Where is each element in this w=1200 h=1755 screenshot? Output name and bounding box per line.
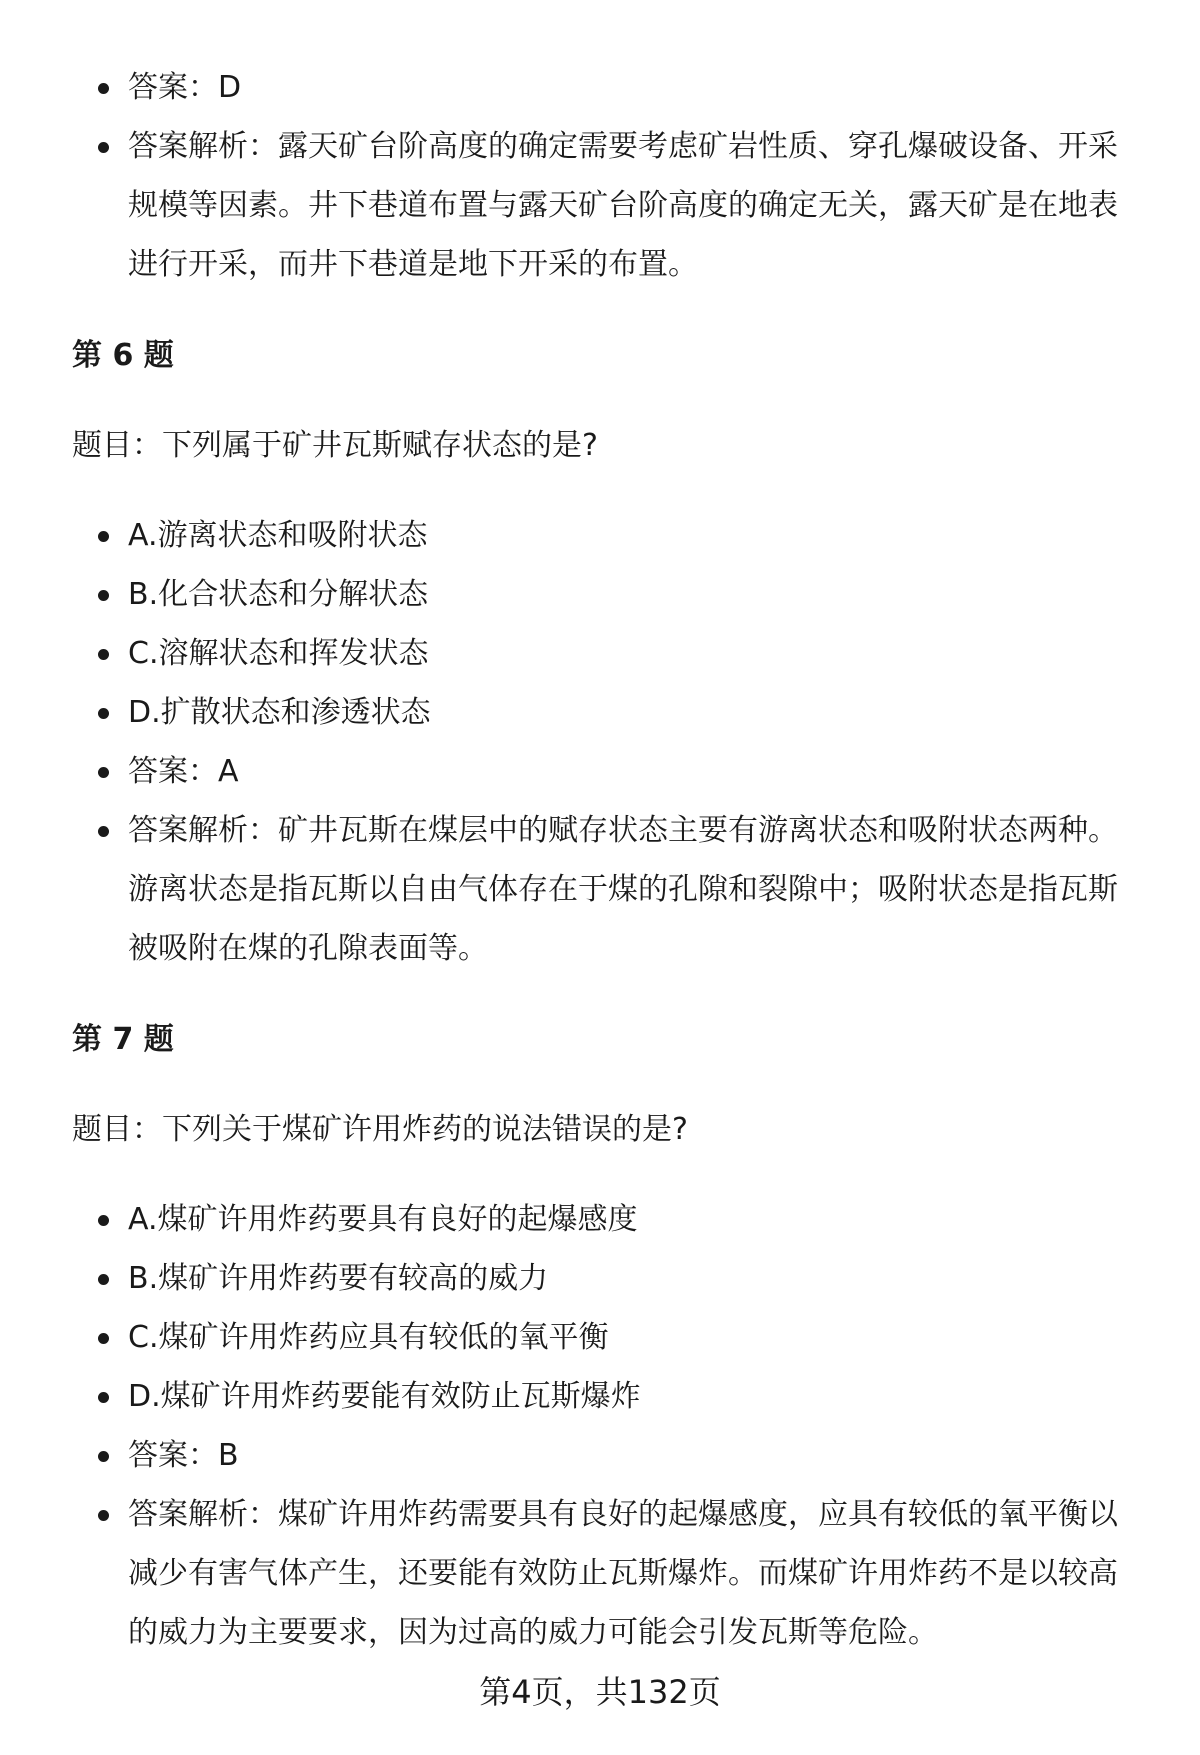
bullet-icon	[98, 708, 109, 719]
bullet-icon	[98, 1451, 109, 1462]
option-item	[0, 1249, 1200, 1308]
option-item	[0, 565, 1200, 624]
option-item	[0, 624, 1200, 683]
answer-text: 答案：D	[128, 70, 242, 105]
answer-item	[0, 1426, 1200, 1485]
option-item	[0, 1308, 1200, 1367]
analysis-text: 答案解析：露天矿台阶高度的确定需要考虑矿岩性质、穿孔爆破设备、开采规模等因素。井下巷道布置与露天矿台阶高度的确定无关，露天矿是在地表进行开采，而井下巷道是地下开采的布置。	[128, 129, 1118, 282]
bullet-icon	[98, 1274, 109, 1285]
option-item	[0, 506, 1200, 565]
bullet-icon	[98, 1333, 109, 1344]
question-7-list	[0, 1190, 1200, 1662]
bullet-icon	[98, 1392, 109, 1403]
option-text: A.游离状态和吸附状态	[128, 518, 428, 553]
question-text: 题目：下列关于煤矿许用炸药的说法错误的是?	[72, 1112, 688, 1147]
bullet-icon	[98, 1215, 109, 1226]
option-text: D.煤矿许用炸药要能有效防止瓦斯爆炸	[128, 1379, 641, 1414]
question-5-tail	[0, 58, 1200, 294]
analysis-item	[0, 801, 1200, 978]
question-6-list	[0, 506, 1200, 978]
bullet-icon	[98, 767, 109, 778]
option-text: B.化合状态和分解状态	[128, 577, 429, 612]
answer-text: 答案：A	[128, 754, 239, 789]
option-text: D.扩散状态和渗透状态	[128, 695, 431, 730]
bullet-icon	[98, 649, 109, 660]
analysis-text: 答案解析：矿井瓦斯在煤层中的赋存状态主要有游离状态和吸附状态两种。游离状态是指瓦斯以自由气体存在于煤的孔隙和裂隙中；吸附状态是指瓦斯被吸附在煤的孔隙表面等。	[128, 813, 1118, 966]
question-heading: 第 6 题	[72, 338, 174, 373]
question-heading: 第 7 题	[72, 1022, 174, 1057]
option-text: B.煤矿许用炸药要有较高的威力	[128, 1261, 549, 1296]
bullet-icon	[98, 142, 109, 153]
answer-item	[0, 58, 1200, 117]
analysis-item	[0, 117, 1200, 294]
answer-item	[0, 742, 1200, 801]
option-text: C.溶解状态和挥发状态	[128, 636, 429, 671]
bullet-icon	[98, 826, 109, 837]
option-item	[0, 683, 1200, 742]
bullet-icon	[98, 83, 109, 94]
bullet-icon	[98, 1510, 109, 1521]
analysis-text: 答案解析：煤矿许用炸药需要具有良好的起爆感度，应具有较低的氧平衡以减少有害气体产生，还要能有效防止瓦斯爆炸。而煤矿许用炸药不是以较高的威力为主要要求，因为过高的威力可能会引发瓦斯等危险。	[128, 1497, 1118, 1650]
bullet-icon	[98, 590, 109, 601]
bullet-icon	[98, 531, 109, 542]
page-footer: 第4页，共132页	[479, 1673, 721, 1711]
option-text: C.煤矿许用炸药应具有较低的氧平衡	[128, 1320, 609, 1355]
option-item	[0, 1190, 1200, 1249]
question-text: 题目：下列属于矿井瓦斯赋存状态的是?	[72, 428, 598, 463]
analysis-item	[0, 1485, 1200, 1662]
answer-text: 答案：B	[128, 1438, 239, 1473]
option-text: A.煤矿许用炸药要具有良好的起爆感度	[128, 1202, 638, 1237]
option-item	[0, 1367, 1200, 1426]
